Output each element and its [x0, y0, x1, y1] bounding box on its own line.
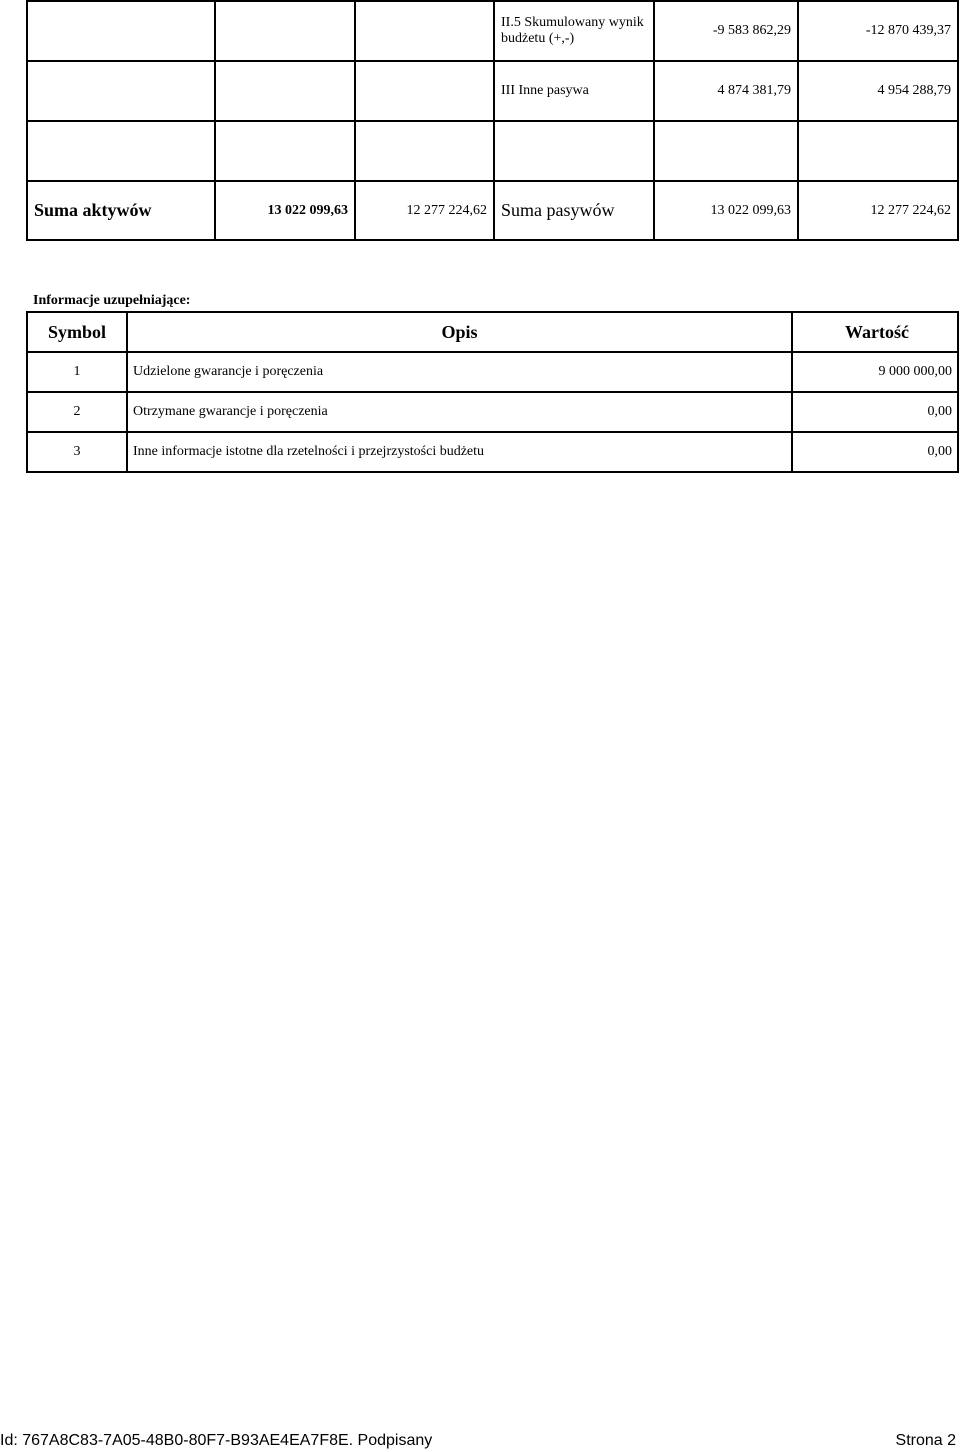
table-row	[27, 61, 958, 121]
column-header-value: Wartość	[792, 312, 958, 352]
row-description: Otrzymane gwarancje i poręczenia	[127, 392, 792, 432]
document-id-footer: Id: 767A8C83-7A05-48B0-80F7-B93AE4EA7F8E. Podpisany	[0, 1432, 433, 1449]
empty-cell	[27, 1, 215, 61]
empty-cell	[355, 1, 494, 61]
empty-cell	[27, 61, 215, 121]
row-symbol: 2	[27, 392, 127, 432]
row-value: 0,00	[792, 392, 958, 432]
supplementary-info-heading: Informacje uzupełniające:	[33, 293, 191, 308]
table-row	[27, 121, 958, 181]
other-liabilities-label: III Inne pasywa	[494, 61, 654, 121]
empty-cell	[215, 1, 355, 61]
row-symbol: 1	[27, 352, 127, 392]
row-symbol: 3	[27, 432, 127, 472]
accumulated-result-prev-value: -9 583 862,29	[654, 1, 798, 61]
assets-total-curr-value: 12 277 224,62	[355, 181, 494, 240]
table-row	[27, 432, 958, 472]
balance-sheet-table	[26, 0, 959, 241]
empty-cell	[355, 61, 494, 121]
totals-row	[27, 181, 958, 240]
accumulated-result-label: II.5 Skumulowany wynik budżetu (+,-)	[494, 1, 654, 61]
column-header-description: Opis	[127, 312, 792, 352]
empty-cell	[355, 121, 494, 181]
table-row	[27, 1, 958, 61]
empty-cell	[27, 121, 215, 181]
column-header-symbol: Symbol	[27, 312, 127, 352]
row-description: Udzielone gwarancje i poręczenia	[127, 352, 792, 392]
row-value: 9 000 000,00	[792, 352, 958, 392]
other-liabilities-prev-value: 4 874 381,79	[654, 61, 798, 121]
assets-total-label: Suma aktywów	[27, 181, 215, 240]
other-liabilities-curr-value: 4 954 288,79	[798, 61, 958, 121]
empty-cell	[215, 61, 355, 121]
table-row	[27, 352, 958, 392]
empty-cell	[798, 121, 958, 181]
table-row	[27, 392, 958, 432]
liabilities-total-prev-value: 13 022 099,63	[654, 181, 798, 240]
row-description: Inne informacje istotne dla rzetelności i przejrzystości budżetu	[127, 432, 792, 472]
liabilities-total-label: Suma pasywów	[494, 181, 654, 240]
supplementary-info-table	[26, 311, 959, 473]
liabilities-total-curr-value: 12 277 224,62	[798, 181, 958, 240]
empty-cell	[215, 121, 355, 181]
empty-cell	[494, 121, 654, 181]
page-number-footer: Strona 2	[895, 1432, 956, 1449]
accumulated-result-curr-value: -12 870 439,37	[798, 1, 958, 61]
empty-cell	[654, 121, 798, 181]
row-value: 0,00	[792, 432, 958, 472]
assets-total-prev-value: 13 022 099,63	[215, 181, 355, 240]
header-row	[27, 312, 958, 352]
